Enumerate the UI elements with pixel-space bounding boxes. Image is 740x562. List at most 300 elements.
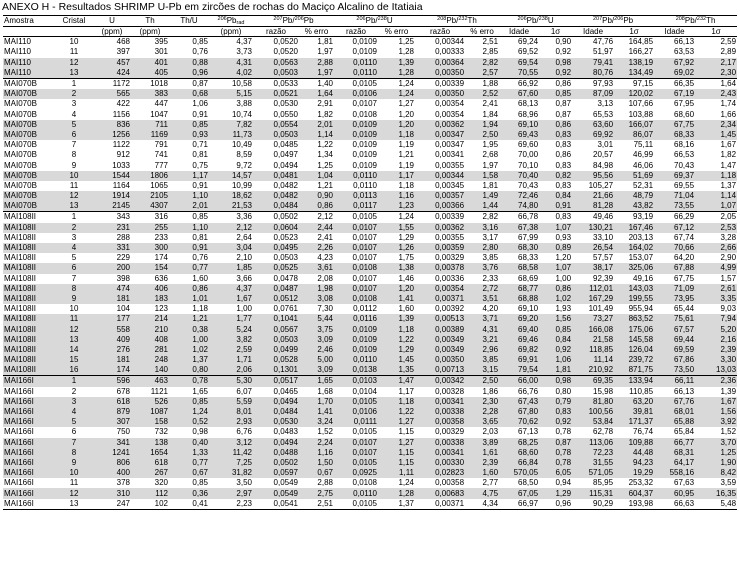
cell-thu: 0,41 [169,499,209,510]
table-row [3,47,737,57]
cell-r68-razao: 0,0105 [334,397,378,407]
cell-a68-idade: 70,43 [518,180,539,190]
cell-cristal: 11 [69,478,79,488]
col-age-208-232: $^{208}$Pb/$^{232}$Th [654,16,737,27]
cell-amostra: MAI166I [3,448,55,458]
cell-a76-sigma: 52,31 [633,180,654,190]
cell-a76-sigma: 51,69 [614,171,654,181]
cell-a76-idade: 73,27 [572,314,614,324]
cell-r76-erro: 1,41 [299,407,334,417]
cell-th: 463 [131,376,169,387]
cell-th: 320 [154,478,168,488]
col-amostra: Amostra [3,16,55,27]
cell-r82-erro: 4,20 [482,304,499,314]
cell-r82-erro: 2,33 [482,273,499,283]
cell-a82-sigma: 5,20 [695,324,737,334]
cell-r68-razao: 0,0107 [352,232,377,242]
cell-r68-erro: 1,16 [378,191,415,201]
cell-r82-erro: 3,89 [465,438,499,448]
table-row [3,355,737,365]
cell-a76-sigma: 75,11 [633,140,654,150]
cell-u: 468 [116,37,130,47]
cell-amostra: MAI110 [3,58,55,68]
cell-a82-sigma: 16,35 [695,488,737,498]
cell-amostra: MAI166I [4,478,34,488]
cell-r68-razao: 0,0138 [334,365,378,376]
cell-a76-sigma: 19,29 [614,468,654,478]
cell-a82-idade: 68,60 [674,109,695,119]
cell-a82-sigma: 1,56 [695,407,737,417]
cell-thu: 1,17 [169,171,209,181]
cell-amostra: MAI070B [4,109,37,119]
cell-r76-erro: 3,08 [299,294,334,304]
cell-amostra: MAI108II [3,365,55,376]
cell-th: 154 [131,263,169,273]
cell-pb-rad: 10,49 [231,140,252,150]
cell-thu: 0,91 [192,180,208,190]
cell-a82-sigma: 3,92 [695,417,737,427]
cell-r76-erro: 1,34 [317,150,333,160]
cell-r76-razao: 0,1301 [253,365,299,376]
cell-pb-rad: 7,25 [209,458,253,468]
cell-a82-idade: 67,12 [654,223,695,233]
cell-cristal: 10 [55,468,93,478]
cell-r68-erro: 1,18 [378,130,415,140]
cell-th: 526 [131,397,169,407]
table-row [3,171,737,181]
cell-u: 409 [93,335,131,345]
cell-u: 400 [93,468,131,478]
cell-r76-razao: 0,0567 [253,324,299,334]
cell-r68-razao: 0,0107 [334,438,378,448]
cell-a82-idade: 64,20 [674,253,695,263]
cell-a76-idade: 11,14 [572,355,614,365]
cell-r68-razao: 0,0107 [334,223,378,233]
cell-cristal: 12 [55,324,93,334]
sub-razao: razão [253,27,299,37]
cell-a76-sigma: 109,88 [614,438,654,448]
cell-r68-erro: 1,15 [378,448,415,458]
cell-thu: 1,60 [192,273,208,283]
cell-r68-razao: 0,0107 [352,99,377,109]
cell-r76-erro: 4,23 [317,253,333,263]
cell-r82-razao: 0,00336 [435,273,465,283]
cell-th: 102 [131,499,169,510]
cell-u: 474 [93,284,131,294]
col-ratio-208-232: $^{208}$Pb/$^{232}$Th [415,16,499,27]
cell-pb-rad: 31,82 [209,468,253,478]
cell-a82-idade: 66,13 [674,386,695,396]
cell-a82-idade: 70,43 [674,160,695,170]
cell-amostra: MAI070B [3,130,55,140]
table-body [3,37,737,510]
cell-a82-sigma: 1,57 [720,273,737,283]
cell-r82-erro: 2,51 [482,37,499,47]
cell-r68-erro: 1,27 [398,99,415,109]
cell-r68-razao: 0,0110 [353,180,377,190]
cell-cristal: 1 [55,212,93,223]
cell-cristal: 7 [55,438,93,448]
cell-r76-razao: 0,1041 [253,314,299,324]
cell-r76-razao: 0,0484 [253,201,299,212]
cell-r76-razao: 0,0550 [273,109,298,119]
cell-r76-erro: 2,75 [299,488,334,498]
cell-a68-sigma: 1,07 [539,223,572,233]
cell-th: 138 [131,438,169,448]
cell-a76-idade: 47,76 [593,37,614,47]
cell-thu: 0,85 [192,37,208,47]
cell-a76-sigma: 143,03 [614,284,654,294]
cell-r82-erro: 3,85 [465,355,499,365]
cell-a76-sigma: 955,94 [628,304,654,314]
cell-a68-sigma: 1,29 [539,488,572,498]
cell-r76-razao: 0,0525 [253,263,299,273]
cell-r82-razao: 0,00389 [415,324,465,334]
cell-th: 1654 [131,448,169,458]
cell-a82-sigma: 1,52 [720,427,737,437]
cell-r82-erro: 3,51 [465,294,499,304]
cell-th: 1121 [150,386,168,396]
cell-a76-sigma: 604,37 [614,488,654,498]
cell-u: 678 [116,386,130,396]
cell-th: 112 [131,488,169,498]
cell-a82-sigma: 9,03 [720,304,737,314]
cell-r68-razao: 0,0105 [334,499,378,510]
cell-r76-razao: 0,0533 [253,78,299,89]
cell-thu: 1,02 [169,345,209,355]
cell-amostra: MAI108II [3,223,55,233]
cell-pb-rad: 6,07 [236,386,252,396]
cell-r82-razao: 0,00338 [415,438,465,448]
cell-th: 140 [131,365,169,376]
cell-amostra: MAI166I [3,499,55,510]
cell-r68-razao: 0,0110 [334,68,378,79]
cell-a68-sigma: 0,85 [539,89,572,99]
cell-r82-razao: 0,00358 [435,478,465,488]
cell-r82-erro: 2,96 [465,345,499,355]
cell-cristal: 10 [69,304,79,314]
cell-a68-idade: 69,54 [499,58,539,68]
cell-r76-erro: 5,44 [299,314,334,324]
cell-r82-erro: 3,65 [465,417,499,427]
cell-u: 879 [93,407,131,417]
cell-r82-razao: 0,00339 [415,212,465,223]
cell-r68-erro: 1,22 [378,407,415,417]
cell-pb-rad: 3,04 [209,243,253,253]
cell-u: 343 [93,212,131,223]
cell-r68-razao: 0,0112 [353,304,377,314]
cell-a82-sigma: 1,66 [720,109,737,119]
cell-a76-sigma: 133,94 [614,376,654,387]
cell-a76-idade: 21,58 [572,335,614,345]
cell-u: 836 [93,120,131,130]
cell-r68-erro: 1,25 [398,37,415,47]
cell-a76-idade: 112,01 [572,284,614,294]
cell-u: 565 [93,89,131,99]
cell-amostra: MAI166I [3,417,55,427]
cell-r82-razao: 0,00350 [415,68,465,79]
cell-a76-idade: 21,66 [572,191,614,201]
cell-r82-razao: 0,00357 [415,191,465,201]
cell-pb-rad: 18,62 [209,191,253,201]
cell-r76-erro: 1,25 [317,160,333,170]
cell-cristal: 10 [69,37,79,47]
col-ratio-207-206: $^{207}$Pb/$^{206}$Pb [253,16,334,27]
cell-thu: 1,65 [192,386,208,396]
cell-a76-sigma: 93,19 [614,212,654,223]
cell-amostra: MAI070B [4,140,37,150]
cell-amostra: MAI108II [3,243,55,253]
cell-r68-erro: 1,35 [378,365,415,376]
cell-r76-razao: 0,0484 [253,407,299,417]
cell-a76-idade: 33,10 [593,232,614,242]
cell-amostra: MAI108II [3,314,55,324]
cell-u: 422 [116,99,130,109]
cell-a76-idade: 81,80 [572,397,614,407]
cell-r76-erro: 1,68 [317,386,333,396]
cell-r82-razao: 0,00329 [435,253,465,263]
sub-sigma: 1σ [539,27,572,37]
table-row [3,458,737,468]
table-row [3,397,737,407]
cell-a68-sigma: 0,90 [555,37,572,47]
cell-r82-erro: 1,61 [465,448,499,458]
cell-pb-rad: 3,73 [236,47,252,57]
cell-cristal: 9 [55,458,93,468]
cell-a68-idade: 68,50 [518,478,539,488]
cell-cristal: 5 [71,253,77,263]
cell-a76-idade: 167,29 [572,294,614,304]
cell-thu: 0,75 [192,160,208,170]
cell-amostra: MAI108II [3,263,55,273]
cell-cristal: 12 [55,191,93,201]
cell-r76-erro: 1,65 [299,376,334,387]
cell-a68-idade: 67,38 [499,223,539,233]
cell-thu: 0,78 [169,376,209,387]
cell-r76-razao: 0,0530 [273,99,298,109]
cell-u: 200 [93,263,131,273]
sub-u-ppm: (ppm) [93,27,131,37]
cell-r82-erro: 3,21 [465,335,499,345]
cell-a82-idade: 66,63 [654,499,695,510]
cell-thu: 0,77 [169,263,209,273]
cell-pb-rad: 3,50 [236,478,252,488]
cell-r76-razao: 0,0495 [253,243,299,253]
cell-a82-sigma: 2,30 [695,68,737,79]
cell-a68-idade: 69,82 [499,345,539,355]
cell-a82-sigma: 3,30 [695,355,737,365]
cell-a76-sigma: 199,55 [614,294,654,304]
cell-thu: 1,00 [169,335,209,345]
cell-r76-razao: 0,0503 [273,253,298,263]
cell-pb-rad: 1,71 [209,355,253,365]
cell-u: 1122 [112,140,130,150]
cell-cristal: 5 [55,417,93,427]
cell-u: 378 [116,478,130,488]
cell-r68-razao: 0,0105 [334,458,378,468]
cell-th: 447 [154,99,168,109]
cell-r82-razao: 0,00362 [415,120,465,130]
cell-r82-erro: 2,82 [465,212,499,223]
table-row [3,99,737,109]
col-thu: Th/U [169,16,209,27]
cell-r68-razao: 0,0104 [352,386,377,396]
cell-amostra: MAI070B [4,160,37,170]
cell-a76-idade: 97,93 [572,78,614,89]
cell-amostra: MAI070B [4,150,37,160]
cell-a82-idade: 67,76 [654,397,695,407]
cell-thu: 0,52 [169,417,209,427]
cell-thu: 0,81 [192,232,208,242]
cell-r82-razao: 0,02823 [415,468,465,478]
cell-a76-idade: 72,23 [572,448,614,458]
cell-r68-razao: 0,0109 [334,324,378,334]
cell-a76-sigma: 164,85 [628,37,654,47]
cell-a68-sigma: 0,98 [539,58,572,68]
cell-cristal: 5 [55,120,93,130]
cell-r68-erro: 1,39 [378,314,415,324]
cell-amostra: MAI070B [3,89,55,99]
cell-r76-erro: 1,70 [299,397,334,407]
cell-r82-erro: 2,28 [465,407,499,417]
cell-r76-erro: 1,16 [299,448,334,458]
cell-a68-sigma: 1,07 [539,263,572,273]
cell-r76-razao: 0,0549 [273,478,298,488]
cell-a68-sigma: 0,79 [539,397,572,407]
cell-r82-erro: 2,68 [482,150,499,160]
cell-r68-erro: 1,39 [378,58,415,68]
cell-cristal: 12 [55,488,93,498]
cell-a76-idade: 57,57 [593,253,614,263]
table-row [3,448,737,458]
table-row [3,438,737,448]
cell-a82-idade: 63,53 [674,47,695,57]
cell-amostra: MAI108II [3,345,55,355]
cell-r76-razao: 0,0541 [253,499,299,510]
cell-r82-erro: 1,81 [482,180,499,190]
cell-r68-razao: 0,0105 [352,427,377,437]
cell-r68-erro: 1,27 [378,417,415,427]
cell-r82-erro: 2,30 [465,397,499,407]
table-row [3,304,737,314]
table-row [3,387,737,397]
cell-r76-erro: 1,40 [299,78,334,89]
table-row [3,274,737,284]
cell-a76-sigma: 871,75 [614,365,654,376]
cell-amostra: MAI166I [4,386,34,396]
cell-a68-sigma: 6,05 [539,468,572,478]
table-row [3,110,737,120]
cell-r68-razao: 0,0109 [352,37,377,47]
cell-a76-idade: 63,60 [572,120,614,130]
cell-r82-razao: 0,00329 [435,427,465,437]
cell-amostra: MAI070B [3,201,55,212]
cell-pb-rad: 8,59 [236,150,252,160]
cell-r82-razao: 0,00358 [415,417,465,427]
cell-cristal: 6 [55,130,93,140]
cell-a76-idade: 31,55 [572,458,614,468]
cell-r76-erro: 1,98 [299,284,334,294]
cell-r76-erro: 2,44 [299,223,334,233]
col-age-207-206: $^{207}$Pb/$^{206}$Pb [572,16,654,27]
cell-a76-sigma: 44,48 [614,448,654,458]
cell-a82-sigma: 1,25 [695,448,737,458]
cell-a68-idade: 570,05 [499,468,539,478]
cell-a68-sigma: 1,06 [539,355,572,365]
cell-thu: 1,10 [169,191,209,201]
cell-thu: 0,77 [169,458,209,468]
cell-u: 1241 [93,448,131,458]
col-u: U [93,16,131,27]
cell-r68-erro: 1,22 [378,335,415,345]
cell-pb-rad: 9,72 [236,160,252,170]
cell-r68-erro: 1,27 [378,438,415,448]
table-row [3,160,737,170]
cell-a68-sigma: 1,93 [555,304,572,314]
cell-a82-sigma: 2,17 [695,58,737,68]
cell-a68-idade: 79,54 [499,365,539,376]
cell-a82-sigma: 1,74 [720,99,737,109]
cell-cristal: 13 [55,335,93,345]
cell-th: 255 [131,223,169,233]
cell-pb-rad: 4,31 [209,58,253,68]
cell-a82-idade: 68,01 [654,407,695,417]
cell-r68-razao: 0,0111 [334,417,378,427]
cell-r68-razao: 0,0107 [334,243,378,253]
cell-a68-idade: 69,40 [499,324,539,334]
cell-pb-rad: 2,10 [236,253,252,263]
cell-r68-erro: 1,24 [378,89,415,99]
cell-a76-sigma: 48,79 [614,191,654,201]
cell-r68-erro: 1,24 [378,212,415,223]
cell-a82-idade: 65,84 [674,427,695,437]
cell-th: 183 [131,294,169,304]
table-row [3,201,737,212]
cell-a68-idade: 67,43 [499,397,539,407]
cell-thu: 0,80 [169,365,209,376]
cell-a82-sigma: 1,67 [720,140,737,150]
cell-r82-razao: 0,00344 [435,37,465,47]
cell-pb-rad: 10,58 [209,78,253,89]
cell-a82-sigma: 2,43 [695,89,737,99]
cell-a68-idade: 68,96 [518,109,539,119]
cell-r82-erro: 3,71 [465,314,499,324]
cell-a82-sigma: 1,47 [720,160,737,170]
cell-a82-idade: 67,57 [654,324,695,334]
cell-r68-erro: 1,18 [378,324,415,334]
cell-r76-erro: 0,90 [299,191,334,201]
cell-r76-erro: 2,91 [317,99,333,109]
cell-r68-razao: 0,0113 [334,191,378,201]
cell-r68-razao: 0,0110 [334,488,378,498]
cell-a82-sigma: 1,45 [695,130,737,140]
cell-a82-sigma: 1,37 [720,180,737,190]
cell-pb-rad: 4,37 [236,37,252,47]
cell-a76-sigma: 120,02 [614,89,654,99]
cell-a68-idade: 69,10 [499,120,539,130]
cell-pb-rad: 2,23 [209,499,253,510]
cell-r68-razao: 0,0109 [352,160,377,170]
cell-a82-sigma: 2,66 [695,243,737,253]
cell-pb-rad: 2,64 [236,232,252,242]
cell-a82-idade: 66,35 [654,78,695,89]
cell-th: 174 [154,253,168,263]
cell-pb-rad: 14,57 [209,171,253,181]
cell-th: 248 [131,355,169,365]
cell-a68-idade: 69,24 [518,37,539,47]
cell-pb-rad: 7,82 [209,120,253,130]
cell-a76-idade: 166,08 [572,324,614,334]
